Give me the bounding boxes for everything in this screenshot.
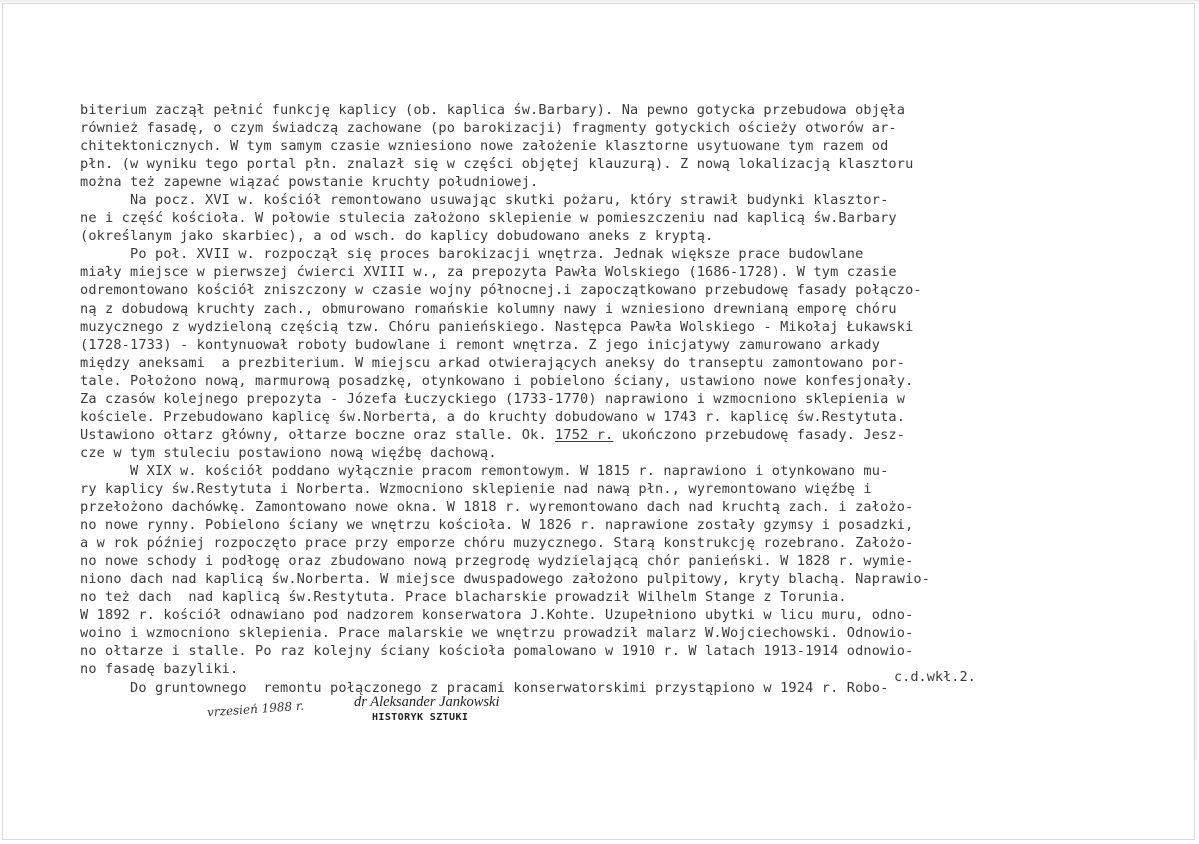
- stamp-name: dr Aleksander Jankowski: [354, 694, 500, 710]
- text-line: ną z dobudową kruchty zach., obmurowano romańskie kolumny nawy i wzniesiono drewnianą emporę chóru: [80, 300, 897, 317]
- text-line: no nowe rynny. Pobielono ściany we wnętrzu kościoła. W 1826 r. naprawione zostały gzymsy i posadzki,: [80, 517, 914, 534]
- underlined-date: 1752 r.: [555, 426, 614, 443]
- text-line: Za czasów kolejnego prepozyta - Józefa Łuczyckiego (1733-1770) naprawiono i wzmocniono sklepienia w: [80, 390, 906, 407]
- text-line: kościele. Przebudowano kaplicę św.Norberta, a do kruchty dobudowano w 1743 r. kaplicę św.Restytuta.: [80, 408, 906, 425]
- text-line-with-date: [80, 426, 1140, 444]
- text-line: muzycznego z wydzieloną częścią tzw. Chóru panieńskiego. Następca Pawła Wolskiego - Mikołaj Łukawski: [80, 318, 914, 335]
- text-line: cze w tym stuleciu postawiono nową więźbę dachową.: [80, 444, 497, 461]
- text-segment: Ustawiono ołtarz główny, ołtarze boczne oraz stalle. Ok.: [80, 426, 556, 443]
- text-line: Do gruntownego remontu połączonego z pracami konserwatorskimi przystąpiono w 1924 r. Robo-: [80, 679, 889, 696]
- handwritten-date: vrzesień 1988 r.: [206, 698, 305, 720]
- text-line: W 1892 r. kościół odnawiano pod nadzorem konserwatora J.Kohte. Uzupełniono ubytki w licu muru, odno-: [80, 607, 914, 624]
- text-line: no też dach nad kaplicą św.Restytuta. Prace blacharskie prowadził Wilhelm Stange z Torunia.: [80, 589, 847, 606]
- text-line: również fasadę, o czym świadczą zachowane (po barokizacji) fragmenty gotyckich ościeży otworów ar-: [80, 120, 897, 137]
- text-line: płn. (w wyniku tego portal płn. znalazł się w części objętej klauzurą). Z nową lokalizacją klasztoru: [80, 156, 914, 173]
- text-line: a w rok później rozpoczęto prace przy emporze chóru muzycznego. Starą konstrukcję rozebrano. Założo-: [80, 535, 914, 552]
- text-line: no fasadę bazyliki.: [80, 661, 239, 678]
- text-segment: ukończono przebudowę fasady. Jesz-: [613, 426, 906, 443]
- text-line: ry kaplicy św.Restytuta i Norberta. Wzmocniono sklepienie nad nawą płn., wyremontowano więźbę i: [80, 480, 872, 497]
- text-line: biterium zaczął pełnić funkcję kaplicy (ob. kaplica św.Barbary). Na pewno gotycka przebudowa objęła: [80, 102, 906, 118]
- text-line: tale. Położono nową, marmurową posadzkę, otynkowano i pobielono ściany, ustawiono nowe konfesjonały.: [80, 372, 914, 389]
- text-line: chitektonicznych. W tym samym czasie wzniesiono nowe założenie klasztorne usytuowane tym razem od: [80, 138, 889, 155]
- text-line: no ołtarze i stalle. Po raz kolejny ściany kościoła pomalowano w 1910 r. W latach 1913-1914 odnowio-: [80, 643, 914, 660]
- text-line: miały miejsce w pierwszej ćwierci XVIII w., za prepozyta Pawła Wolskiego (1686-1728). W tym czasie: [80, 264, 897, 281]
- author-stamp: [354, 694, 500, 723]
- typed-text-body: [80, 101, 1140, 697]
- text-line: woino i wzmocniono sklepienia. Prace malarskie we wnętrzu prowadził malarz W.Wojciechowski. Odnowio-: [80, 625, 914, 642]
- text-line: (określanym jako skarbiec), a od wsch. do kaplicy dobudowano aneks z kryptą.: [80, 228, 714, 245]
- text-line: ne i część kościoła. W połowie stulecia założono sklepienie w pomieszczeniu nad kaplicą św.Barbary: [80, 210, 897, 227]
- stamp-title: HISTORYK SZTUKI: [372, 712, 469, 723]
- text-line: przełożono dachówkę. Zamontowano nowe okna. W 1818 r. wyremontowano dach nad kruchtą zach. i założo-: [80, 499, 914, 516]
- text-line: W XIX w. kościół poddano wyłącznie pracom remontowym. W 1815 r. naprawiono i otynkowano mu-: [80, 462, 889, 479]
- text-line: niono dach nad kaplicą św.Norberta. W miejsce dwuspadowego założono pulpitowy, kryty blachą. Naprawio-: [80, 571, 931, 588]
- text-line: Na pocz. XVI w. kościół remontowano usuwając skutki pożaru, który strawił budynki klasztor-: [80, 192, 889, 209]
- text-line: można też zapewne wiązać powstanie kruchty południowej.: [80, 174, 539, 191]
- text-line: między aneksami a prezbiterium. W miejscu arkad otwierających aneksy do transeptu zamontowano por-: [80, 354, 906, 371]
- text-line: Po poł. XVII w. rozpoczął się proces barokizacji wnętrza. Jednak większe prace budowlane: [80, 246, 864, 263]
- text-line: no nowe schody i podłogę oraz zbudowano nową przegrodę wydzielającą chór panieński. W 1828 r. wymie-: [80, 553, 914, 570]
- text-line: (1728-1733) - kontynuował roboty budowlane i remont wnętrza. Z jego inicjatywy zamurowano arkady: [80, 336, 881, 353]
- text-line: odremontowano kościół zniszczony w czasie wojny północnej.i zapoczątkowano przebudowę fasady połączo-: [80, 282, 922, 299]
- continuation-code: c.d.wkł.2.: [894, 669, 976, 685]
